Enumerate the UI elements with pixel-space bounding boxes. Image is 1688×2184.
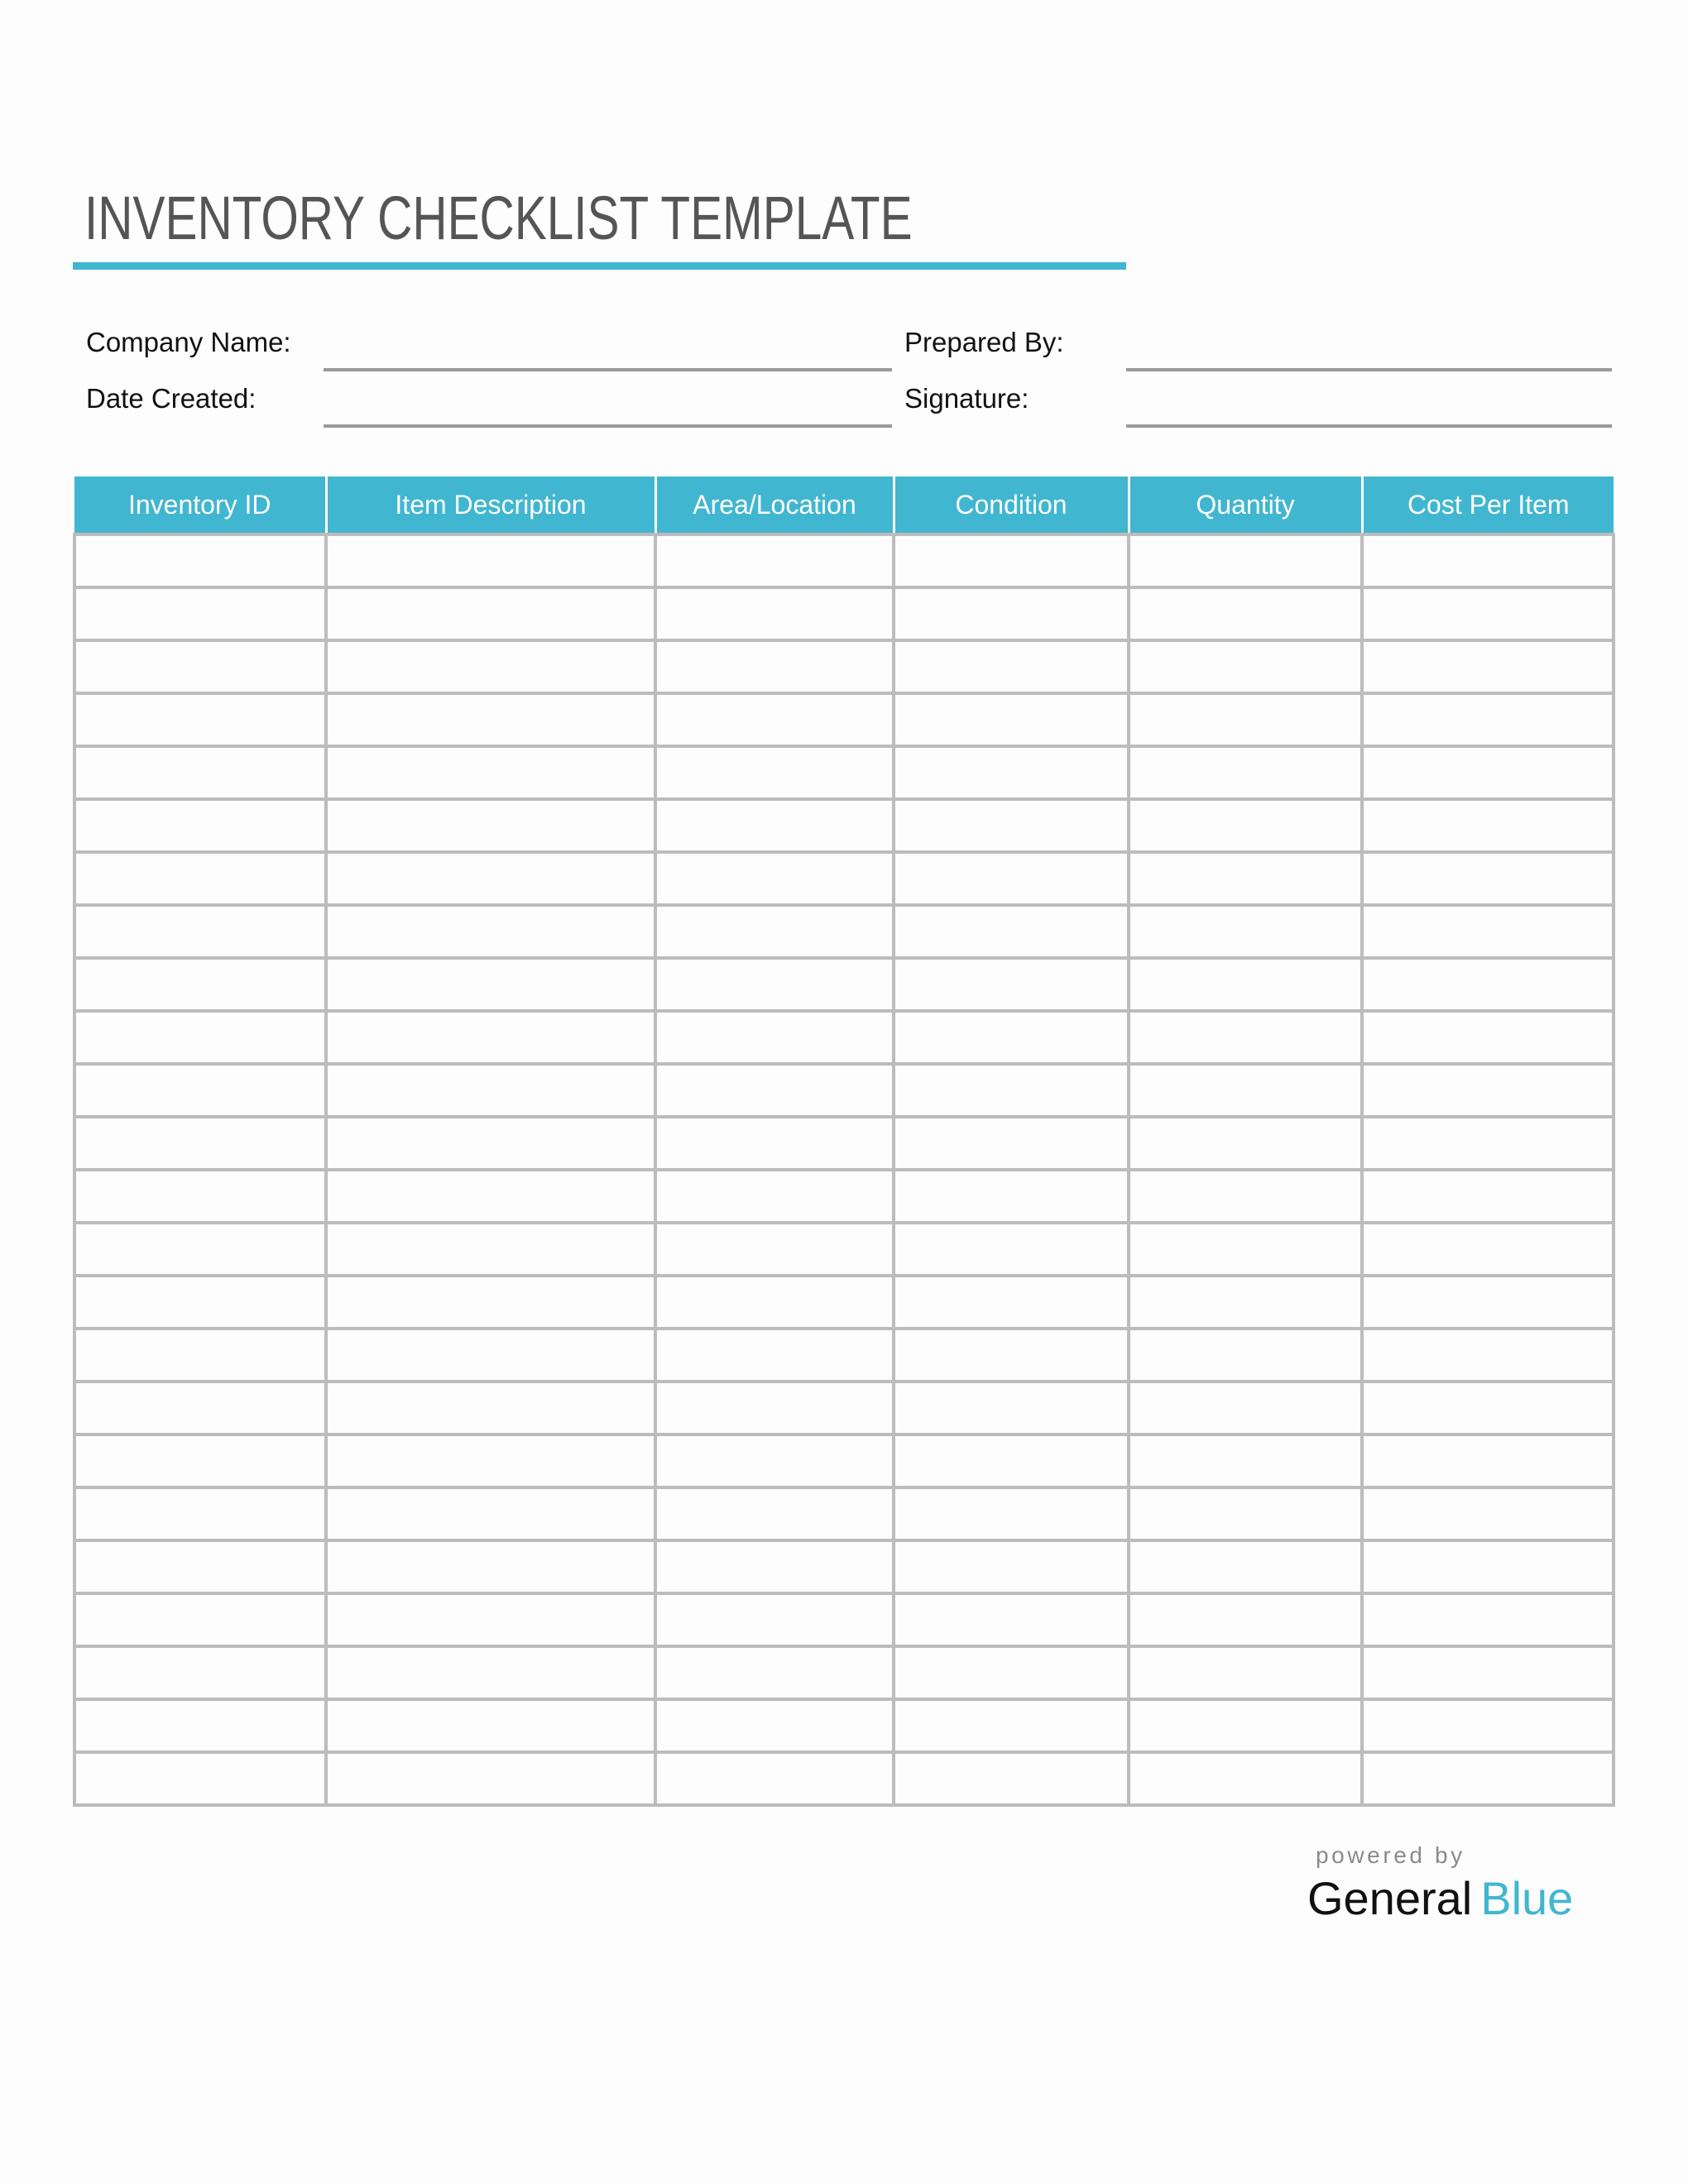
brand-blue-text: Blue <box>1480 1872 1574 1924</box>
inventory-table <box>73 477 1615 1807</box>
document-title: INVENTORY CHECKLIST TEMPLATE <box>84 184 913 252</box>
table-cell[interactable] <box>74 905 326 958</box>
table-cell[interactable] <box>74 1329 326 1382</box>
table-row <box>74 958 1614 1011</box>
table-cell[interactable] <box>74 1064 326 1117</box>
table-cell[interactable] <box>1129 799 1362 852</box>
table-cell[interactable] <box>326 534 655 587</box>
table-cell[interactable] <box>655 1382 894 1434</box>
table-cell[interactable] <box>1129 693 1362 746</box>
table-cell[interactable] <box>326 1064 655 1117</box>
table-cell[interactable] <box>894 1064 1129 1117</box>
table-cell[interactable] <box>894 1329 1129 1382</box>
table-cell[interactable] <box>1362 746 1614 799</box>
table-row <box>74 587 1614 640</box>
table-cell[interactable] <box>1362 1593 1614 1646</box>
table-cell[interactable] <box>1129 958 1362 1011</box>
table-row <box>74 693 1614 746</box>
table-cell[interactable] <box>326 1117 655 1170</box>
table-cell[interactable] <box>655 534 894 587</box>
table-cell[interactable] <box>74 1646 326 1699</box>
table-cell[interactable] <box>1129 1329 1362 1382</box>
brand-general-text: General <box>1307 1872 1473 1924</box>
column-header-area-location: Area/Location <box>655 477 894 534</box>
table-row <box>74 534 1614 587</box>
table-row <box>74 852 1614 905</box>
table-cell[interactable] <box>894 799 1129 852</box>
table-row <box>74 1064 1614 1117</box>
table-row <box>74 1646 1614 1699</box>
powered-by-text: powered by <box>1316 1842 1465 1868</box>
table-cell[interactable] <box>1129 1487 1362 1540</box>
table-cell[interactable] <box>655 746 894 799</box>
table-cell[interactable] <box>326 1752 655 1805</box>
date-created-label: Date Created: <box>86 383 257 414</box>
table-cell[interactable] <box>655 1487 894 1540</box>
table-cell[interactable] <box>74 746 326 799</box>
table-cell[interactable] <box>655 1064 894 1117</box>
table-cell[interactable] <box>326 746 655 799</box>
table-cell[interactable] <box>74 534 326 587</box>
table-cell[interactable] <box>74 1276 326 1329</box>
table-cell[interactable] <box>894 1487 1129 1540</box>
table-cell[interactable] <box>326 1593 655 1646</box>
table-cell[interactable] <box>1129 1064 1362 1117</box>
table-cell[interactable] <box>326 1646 655 1699</box>
table-cell[interactable] <box>1362 1329 1614 1382</box>
table-cell[interactable] <box>894 693 1129 746</box>
generalblue-logo <box>1307 1871 1573 1926</box>
table-cell[interactable] <box>1129 1276 1362 1329</box>
table-cell[interactable] <box>1362 1170 1614 1223</box>
table-cell[interactable] <box>326 640 655 693</box>
table-cell[interactable] <box>1362 1752 1614 1805</box>
table-cell[interactable] <box>74 587 326 640</box>
table-cell[interactable] <box>655 852 894 905</box>
table-cell[interactable] <box>1129 1752 1362 1805</box>
table-cell[interactable] <box>74 799 326 852</box>
title-underline <box>73 262 1126 270</box>
table-cell[interactable] <box>1129 905 1362 958</box>
table-cell[interactable] <box>1362 1011 1614 1064</box>
table-cell[interactable] <box>894 852 1129 905</box>
table-cell[interactable] <box>894 1223 1129 1276</box>
table-cell[interactable] <box>655 1752 894 1805</box>
table-row <box>74 746 1614 799</box>
table-cell[interactable] <box>655 1646 894 1699</box>
column-header-item-description: Item Description <box>326 477 655 534</box>
table-cell[interactable] <box>894 640 1129 693</box>
table-cell[interactable] <box>894 1011 1129 1064</box>
table-cell[interactable] <box>655 799 894 852</box>
table-cell[interactable] <box>1362 1646 1614 1699</box>
table-cell[interactable] <box>655 1276 894 1329</box>
table-cell[interactable] <box>326 1434 655 1487</box>
table-cell[interactable] <box>1362 1382 1614 1434</box>
table-cell[interactable] <box>1362 1699 1614 1752</box>
table-cell[interactable] <box>894 1646 1129 1699</box>
table-cell[interactable] <box>1129 1170 1362 1223</box>
table-cell[interactable] <box>326 905 655 958</box>
table-row <box>74 1593 1614 1646</box>
table-cell[interactable] <box>326 1487 655 1540</box>
table-row <box>74 1117 1614 1170</box>
table-cell[interactable] <box>894 1593 1129 1646</box>
column-header-condition: Condition <box>894 477 1129 534</box>
table-body <box>74 534 1614 1805</box>
table-cell[interactable] <box>655 905 894 958</box>
table-cell[interactable] <box>1129 1223 1362 1276</box>
table-cell[interactable] <box>326 1329 655 1382</box>
table-row <box>74 905 1614 958</box>
column-header-quantity: Quantity <box>1129 477 1362 534</box>
table-row <box>74 799 1614 852</box>
table-cell[interactable] <box>1129 1540 1362 1593</box>
table-cell[interactable] <box>74 1593 326 1646</box>
table-cell[interactable] <box>1362 640 1614 693</box>
table-cell[interactable] <box>655 1329 894 1382</box>
table-cell[interactable] <box>655 1011 894 1064</box>
table-cell[interactable] <box>326 1699 655 1752</box>
table-cell[interactable] <box>1362 693 1614 746</box>
table-cell[interactable] <box>74 1540 326 1593</box>
table-cell[interactable] <box>1129 1011 1362 1064</box>
table-cell[interactable] <box>894 1540 1129 1593</box>
table-cell[interactable] <box>655 587 894 640</box>
table-cell[interactable] <box>74 1382 326 1434</box>
table-cell[interactable] <box>74 1487 326 1540</box>
table-cell[interactable] <box>326 1170 655 1223</box>
table-cell[interactable] <box>1129 1593 1362 1646</box>
column-header-cost-per-item: Cost Per Item <box>1362 477 1614 534</box>
table-cell[interactable] <box>894 746 1129 799</box>
table-cell[interactable] <box>74 640 326 693</box>
table-cell[interactable] <box>74 852 326 905</box>
table-cell[interactable] <box>655 1117 894 1170</box>
column-header-inventory-id: Inventory ID <box>74 477 326 534</box>
table-cell[interactable] <box>1362 1487 1614 1540</box>
table-cell[interactable] <box>655 1699 894 1752</box>
table-cell[interactable] <box>74 693 326 746</box>
table-cell[interactable] <box>894 1752 1129 1805</box>
table-cell[interactable] <box>1362 958 1614 1011</box>
table-row <box>74 1276 1614 1329</box>
table-cell[interactable] <box>326 799 655 852</box>
table-row <box>74 1382 1614 1434</box>
table-row <box>74 1170 1614 1223</box>
table-cell[interactable] <box>74 1434 326 1487</box>
table-cell[interactable] <box>1129 1434 1362 1487</box>
table-cell[interactable] <box>1129 852 1362 905</box>
table-row <box>74 1487 1614 1540</box>
table-cell[interactable] <box>326 1540 655 1593</box>
table-cell[interactable] <box>74 1223 326 1276</box>
table-cell[interactable] <box>1129 640 1362 693</box>
table-cell[interactable] <box>326 852 655 905</box>
table-cell[interactable] <box>326 1382 655 1434</box>
table-cell[interactable] <box>655 1540 894 1593</box>
table-row <box>74 1434 1614 1487</box>
table-cell[interactable] <box>1129 587 1362 640</box>
table-cell[interactable] <box>655 1170 894 1223</box>
table-cell[interactable] <box>1129 1117 1362 1170</box>
table-row <box>74 1329 1614 1382</box>
table-cell[interactable] <box>326 958 655 1011</box>
table-cell[interactable] <box>74 1699 326 1752</box>
table-cell[interactable] <box>655 640 894 693</box>
table-cell[interactable] <box>894 1382 1129 1434</box>
table-cell[interactable] <box>1362 1064 1614 1117</box>
table-cell[interactable] <box>894 534 1129 587</box>
table-cell[interactable] <box>1129 1382 1362 1434</box>
table-cell[interactable] <box>894 958 1129 1011</box>
table-cell[interactable] <box>1362 799 1614 852</box>
table-header-row <box>74 477 1614 534</box>
signature-field[interactable] <box>1126 424 1612 428</box>
table-cell[interactable] <box>894 1699 1129 1752</box>
table-row <box>74 1699 1614 1752</box>
table-cell[interactable] <box>1362 1540 1614 1593</box>
signature-label: Signature: <box>904 383 1029 414</box>
table-cell[interactable] <box>1362 1434 1614 1487</box>
prepared-by-field[interactable] <box>1126 368 1612 371</box>
table-cell[interactable] <box>74 1170 326 1223</box>
table-cell[interactable] <box>894 587 1129 640</box>
table-cell[interactable] <box>1362 852 1614 905</box>
table-cell[interactable] <box>894 905 1129 958</box>
prepared-by-label: Prepared By: <box>904 327 1064 357</box>
table-cell[interactable] <box>894 1276 1129 1329</box>
table-cell[interactable] <box>326 587 655 640</box>
table-cell[interactable] <box>894 1170 1129 1223</box>
table-cell[interactable] <box>74 958 326 1011</box>
table-cell[interactable] <box>326 1223 655 1276</box>
table-cell[interactable] <box>1362 905 1614 958</box>
table-cell[interactable] <box>1362 1276 1614 1329</box>
company-name-field[interactable] <box>324 368 892 371</box>
date-created-field[interactable] <box>324 424 892 428</box>
table-cell[interactable] <box>1129 1699 1362 1752</box>
table-cell[interactable] <box>1129 534 1362 587</box>
table-cell[interactable] <box>655 958 894 1011</box>
table-row <box>74 640 1614 693</box>
table-cell[interactable] <box>326 1276 655 1329</box>
table-row <box>74 1752 1614 1805</box>
table-cell[interactable] <box>655 1593 894 1646</box>
table-cell[interactable] <box>74 1011 326 1064</box>
table-cell[interactable] <box>1129 746 1362 799</box>
table-cell[interactable] <box>74 1752 326 1805</box>
table-cell[interactable] <box>326 1011 655 1064</box>
table-cell[interactable] <box>1362 1117 1614 1170</box>
table-cell[interactable] <box>655 1223 894 1276</box>
table-cell[interactable] <box>655 693 894 746</box>
table-cell[interactable] <box>894 1117 1129 1170</box>
table-cell[interactable] <box>1362 1223 1614 1276</box>
table-row <box>74 1011 1614 1064</box>
table-cell[interactable] <box>326 693 655 746</box>
table-cell[interactable] <box>1362 534 1614 587</box>
table-cell[interactable] <box>74 1117 326 1170</box>
table-row <box>74 1540 1614 1593</box>
table-cell[interactable] <box>1129 1646 1362 1699</box>
table-row <box>74 1223 1614 1276</box>
company-name-label: Company Name: <box>86 327 291 357</box>
table-cell[interactable] <box>655 1434 894 1487</box>
table-cell[interactable] <box>1362 587 1614 640</box>
table-cell[interactable] <box>894 1434 1129 1487</box>
